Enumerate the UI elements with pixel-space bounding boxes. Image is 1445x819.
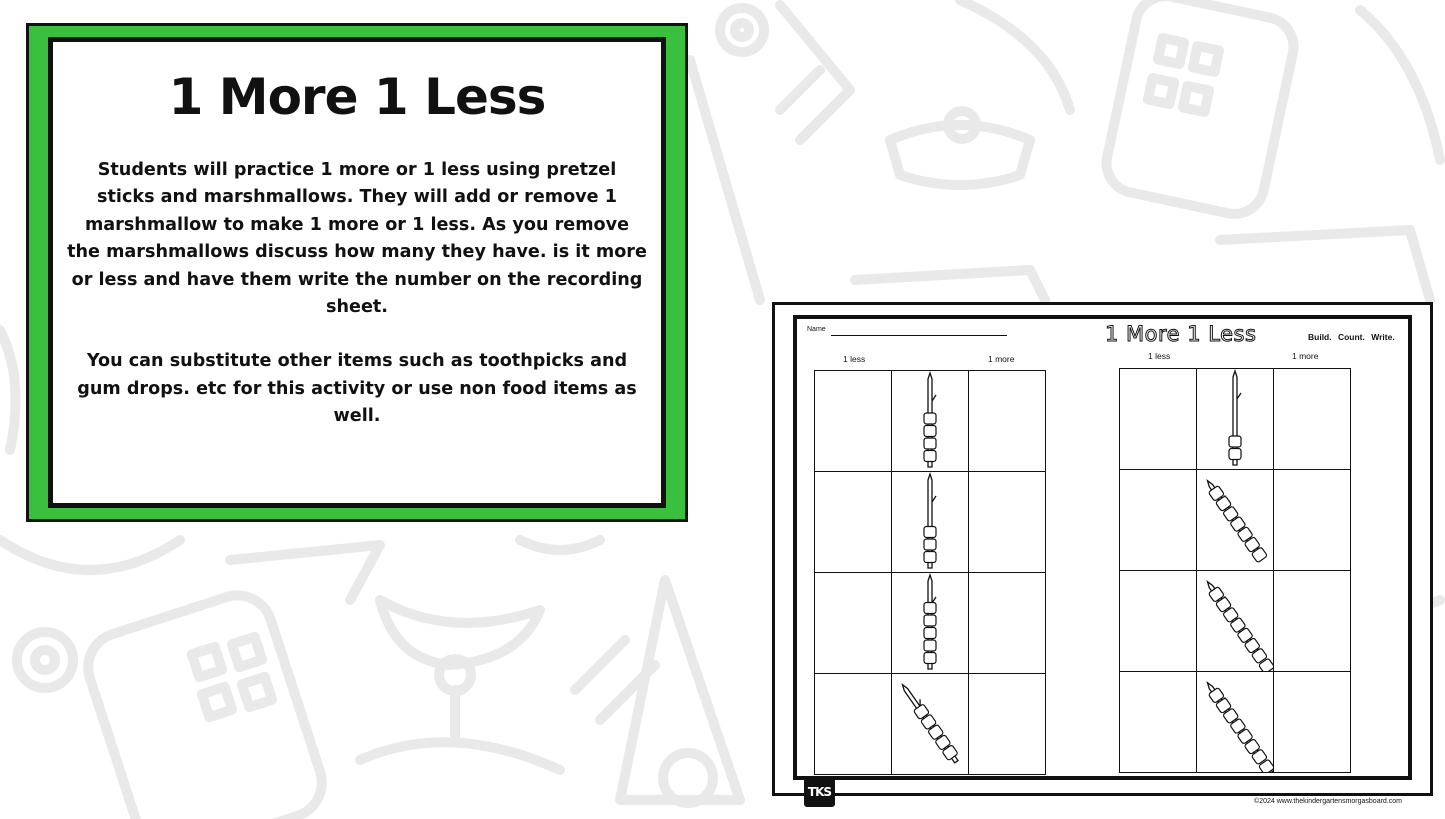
marshmallow bbox=[924, 628, 936, 639]
one-less-answer-box[interactable] bbox=[815, 573, 892, 674]
marshmallow bbox=[924, 527, 936, 538]
right-grid-row bbox=[1120, 571, 1351, 672]
instruction-card-body bbox=[48, 37, 666, 508]
one-more-answer-box[interactable] bbox=[969, 371, 1046, 472]
marshmallow bbox=[924, 451, 936, 462]
instruction-card bbox=[26, 23, 688, 522]
model-cell bbox=[1197, 571, 1274, 672]
marshmallow bbox=[924, 640, 936, 651]
worksheet-preview bbox=[772, 302, 1433, 805]
right-grid-row bbox=[1120, 470, 1351, 571]
card-title: 1 More 1 Less bbox=[168, 68, 546, 126]
marshmallow bbox=[924, 438, 936, 449]
model-cell bbox=[1197, 470, 1274, 571]
right-grid-row bbox=[1120, 672, 1351, 773]
one-more-answer-box[interactable] bbox=[1274, 369, 1351, 470]
left-grid-row bbox=[815, 472, 1046, 573]
marshmallow bbox=[924, 615, 936, 626]
left-less-label: 1 less bbox=[843, 354, 866, 364]
card-description: Students will practice 1 more or 1 less using pretzel sticks and marshmallows. They will add or remove 1 marshmallow to make 1 more or 1 less. As you remove the marshmallows discuss how many they have. is it more or less and have them write the number on the recording sheet. bbox=[67, 160, 647, 318]
left-recording-grid bbox=[814, 370, 1046, 775]
marshmallow bbox=[924, 653, 936, 664]
right-less-label: 1 less bbox=[1148, 351, 1171, 361]
one-less-answer-box[interactable] bbox=[1120, 369, 1197, 470]
marshmallow bbox=[924, 539, 936, 550]
one-more-answer-box[interactable] bbox=[969, 573, 1046, 674]
marshmallow bbox=[924, 603, 936, 614]
pretzel-stick-with-marshmallows bbox=[1197, 571, 1273, 671]
marshmallow bbox=[924, 426, 936, 437]
tks-logo: TKS bbox=[804, 778, 835, 807]
marshmallow bbox=[924, 413, 936, 424]
worksheet-tagline: Build. Count. Write. bbox=[1308, 332, 1395, 342]
model-cell bbox=[892, 674, 969, 775]
marshmallow bbox=[1229, 436, 1241, 447]
one-less-answer-box[interactable] bbox=[1120, 672, 1197, 773]
left-more-label: 1 more bbox=[988, 354, 1015, 364]
one-more-answer-box[interactable] bbox=[1274, 672, 1351, 773]
worksheet-page bbox=[793, 315, 1412, 805]
one-less-answer-box[interactable] bbox=[815, 472, 892, 573]
one-less-answer-box[interactable] bbox=[815, 674, 892, 775]
name-label: Name bbox=[807, 326, 826, 333]
model-cell bbox=[892, 573, 969, 674]
left-grid-row bbox=[815, 371, 1046, 472]
left-grid-row bbox=[815, 573, 1046, 674]
model-cell bbox=[1197, 672, 1274, 773]
worksheet-title: 1 More 1 Less bbox=[1105, 322, 1257, 346]
card-substitution-note: You can substitute other items such as toothpicks and gum drops. etc for this activity or use non food items as well. bbox=[77, 351, 637, 427]
pretzel-stick-with-marshmallows bbox=[892, 472, 968, 572]
marshmallow bbox=[1229, 449, 1241, 460]
pretzel-stick-with-marshmallows bbox=[892, 573, 968, 673]
one-less-answer-box[interactable] bbox=[1120, 571, 1197, 672]
one-more-answer-box[interactable] bbox=[1274, 571, 1351, 672]
pretzel-stick-with-marshmallows bbox=[1197, 369, 1273, 469]
pretzel-stick-with-marshmallows bbox=[892, 674, 968, 774]
one-less-answer-box[interactable] bbox=[1120, 470, 1197, 571]
model-cell bbox=[892, 371, 969, 472]
one-more-answer-box[interactable] bbox=[1274, 470, 1351, 571]
one-less-answer-box[interactable] bbox=[815, 371, 892, 472]
right-more-label: 1 more bbox=[1292, 351, 1319, 361]
right-recording-grid bbox=[1119, 368, 1351, 773]
one-more-answer-box[interactable] bbox=[969, 674, 1046, 775]
left-grid-row bbox=[815, 674, 1046, 775]
name-line bbox=[831, 335, 1007, 336]
pretzel-stick-with-marshmallows bbox=[892, 371, 968, 471]
pretzel-stick-with-marshmallows bbox=[1197, 470, 1273, 570]
pretzel-stick-with-marshmallows bbox=[1197, 672, 1273, 772]
model-cell bbox=[892, 472, 969, 573]
model-cell bbox=[1197, 369, 1274, 470]
one-more-answer-box[interactable] bbox=[969, 472, 1046, 573]
right-grid-row bbox=[1120, 369, 1351, 470]
copyright-text: ©2024 www.thekindergartensmorgasboard.com bbox=[1254, 798, 1402, 805]
marshmallow bbox=[924, 552, 936, 563]
